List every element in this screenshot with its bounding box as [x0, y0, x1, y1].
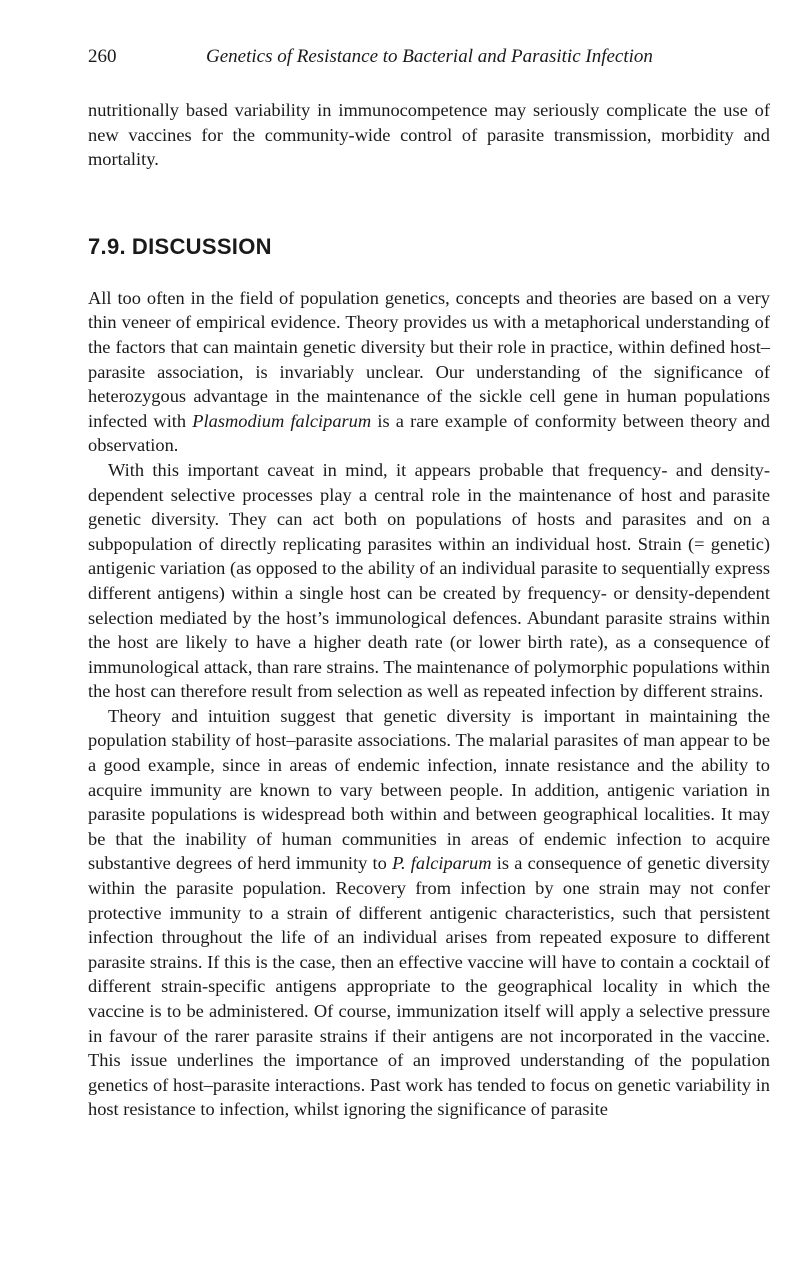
paragraph-3: [88, 704, 770, 1122]
paragraph-1: [88, 286, 770, 458]
running-head: [88, 46, 770, 68]
paragraph-2: With this important caveat in mind, it appears probable that frequency- and density-dependent selective processes play a central role in the maintenance of host and parasite genetic diversity. They can act both on populations of hosts and parasites and on a subpopulation of directly replicating parasites within an individual host. Strain (= genetic) antigenic variation (as opposed to the ability of an individual parasite to sequentially express different antigens) within a single host can be created by frequency- or density-dependent selection mediated by the host’s immunological defences. Abundant parasite strains within the host are likely to have a higher death rate (or lower birth rate), as a consequence of immunological attack, than rare strains. The maintenance of polymorphic populations within the host can therefore result from selection as well as repeated infection by different strains.: [88, 459, 770, 702]
paragraph-3-text-a: Theory and intuition suggest that genetic diversity is important in maintaining the population stability of host–parasite associations. The malarial parasites of man appear to be a good example, since in areas of endemic infection, innate resistance and the ability to acquire immunity are known to vary between people. In addition, antigenic variation in parasite populations is widespread both within and between geographical localities. It may be that the inability of human communities in areas of endemic infection to acquire substantive degrees of herd immunity to: [88, 705, 770, 874]
running-title: Genetics of Resistance to Bacterial and Parasitic Infection: [206, 46, 653, 67]
paragraph-3-text-b: is a consequence of genetic diversity within the parasite population. Recovery from infection by one strain may not confer protective immunity to a strain of different antigenic characteristics, such that persistent infection throughout the life of an individual arises from repeated exposure to different parasite strains. If this is the case, then an effective vaccine will have to contain a cocktail of different strain-specific antigens appropriate to the geographical locality in which the vaccine is to be administered. Of course, immunization itself will apply a selective pressure in favour of the rarer parasite strains if their antigens are not incorporated in the vaccine. This issue underlines the importance of an improved understanding of the population genetics of host–parasite interactions. Past work has tended to focus on genetic variability in host resistance to infection, whilst ignoring the significance of parasite: [88, 853, 770, 1120]
page-number: 260: [88, 46, 117, 67]
section-number: 7.9.: [88, 233, 126, 259]
species-name: Plasmodium falciparum: [192, 410, 372, 431]
opening-paragraph: nutritionally based variability in immunocompetence may seriously complicate the use of new vaccines for the community-wide control of parasite transmission, morbidity and mortality.: [88, 100, 770, 170]
section-heading: [88, 234, 770, 260]
species-abbrev: P. falciparum: [392, 853, 492, 874]
paragraph-1-text-b: is a rare example of conformity between theory and observation.: [88, 410, 770, 456]
section-title: DISCUSSION: [131, 233, 272, 259]
paragraph-1-text-a: All too often in the field of population genetics, concepts and theories are based on a very thin veneer of empirical evidence. Theory provides us with a metaphorical understanding of the factors that can maintain genetic diversity but their role in practice, within defined host–parasite association, is invariably unclear. Our understanding of the significance of heterozygous advantage in the maintenance of the sickle cell gene in human populations infected with: [88, 287, 770, 431]
